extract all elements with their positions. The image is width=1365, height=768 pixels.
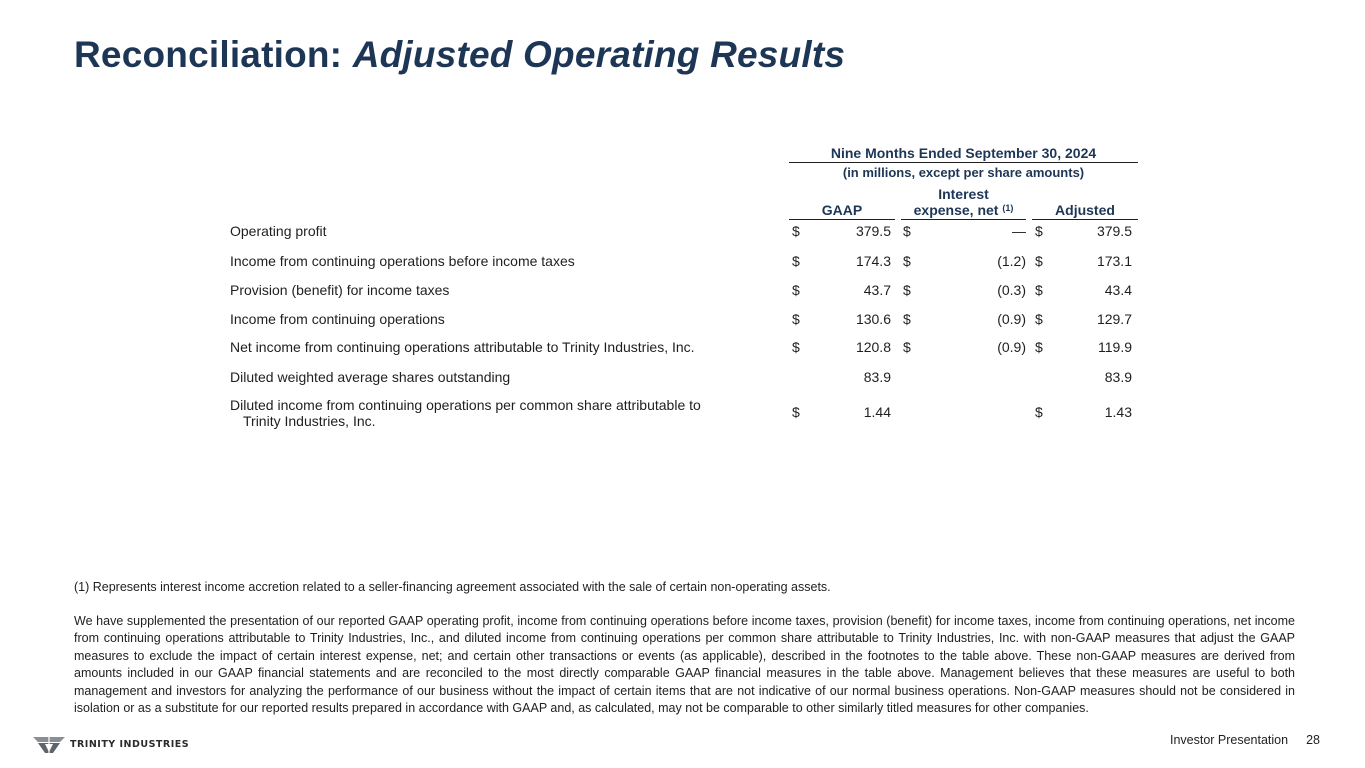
footnote: (1) Represents interest income accretion related to a seller-financing agreement associated with the sale of certain non-operating assets. xyxy=(74,580,831,594)
currency-symbol: $ xyxy=(792,253,800,269)
units-header: (in millions, except per share amounts) xyxy=(842,165,1085,180)
interest-footnote-ref: (1) xyxy=(1002,203,1014,213)
adjusted-value: 1.43 xyxy=(1104,404,1132,420)
row-label: Provision (benefit) for income taxes xyxy=(230,282,450,298)
brand-name: TRINITY INDUSTRIES xyxy=(70,738,190,750)
table-row xyxy=(0,397,1365,429)
company-logo xyxy=(32,732,189,756)
gaap-value: 83.9 xyxy=(863,369,891,385)
page-title xyxy=(74,34,845,76)
gaap-value: 43.7 xyxy=(863,282,891,298)
currency-symbol: $ xyxy=(1035,223,1043,239)
currency-symbol: $ xyxy=(792,404,800,420)
adjusted-value: 119.9 xyxy=(1098,339,1132,355)
row-label: Diluted weighted average shares outstanding xyxy=(230,369,511,385)
period-header: Nine Months Ended September 30, 2024 xyxy=(789,144,1138,163)
currency-symbol: $ xyxy=(903,282,911,298)
adjusted-value: 379.5 xyxy=(1096,223,1132,239)
currency-symbol: $ xyxy=(903,339,911,355)
row-label-line1: Diluted income from continuing operations per common share attributable to xyxy=(230,397,701,413)
currency-symbol: $ xyxy=(1035,339,1043,355)
currency-symbol: $ xyxy=(792,311,800,327)
currency-symbol: $ xyxy=(903,253,911,269)
column-header-interest xyxy=(901,186,1026,220)
gaap-value: 120.8 xyxy=(855,339,891,355)
row-label-line2: Trinity Industries, Inc. xyxy=(243,413,376,429)
currency-symbol: $ xyxy=(1035,311,1043,327)
interest-line2: expense, net xyxy=(913,202,999,218)
adjusted-value: 43.4 xyxy=(1104,282,1132,298)
gaap-value: 1.44 xyxy=(863,404,891,420)
row-label: Income from continuing operations xyxy=(230,311,445,327)
page-number: 28 xyxy=(1306,733,1320,747)
gaap-value: 130.6 xyxy=(855,311,891,327)
row-label: Operating profit xyxy=(230,223,327,239)
currency-symbol: $ xyxy=(903,311,911,327)
interest-value: (0.9) xyxy=(997,339,1026,355)
table-row xyxy=(0,369,1365,389)
table-row xyxy=(0,339,1365,359)
trinity-logo-icon xyxy=(32,733,66,755)
row-label: Income from continuing operations before income taxes xyxy=(230,253,575,269)
currency-symbol: $ xyxy=(792,339,800,355)
table-row xyxy=(0,223,1365,243)
adjusted-value: 173.1 xyxy=(1096,253,1132,269)
interest-value: (1.2) xyxy=(997,253,1026,269)
non-gaap-disclosure: We have supplemented the presentation of our reported GAAP operating profit, income from continuing operations before income taxes, provision (benefit) for income taxes, income from continuing operations, net income from continuing operations attributable to Trinity Industries, Inc., and diluted income from continuing operations per common share attributable to Trinity Industries, Inc. with non-GAAP measures that adjust the GAAP measures to exclude the impact of certain interest expense, net; and certain other transactions or events (as applicable), described in the footnotes to the table above. These non-GAAP measures are derived from amounts included in our GAAP financial statements and are reconciled to the most directly comparable GAAP financial measures in the table above. Management believes that these measures are useful to both management and investors for analyzing the performance of our business without the impact of certain items that are not indicative of our normal business operations. Non-GAAP measures should not be considered in isolation or as a substitute for our reported results prepared in accordance with GAAP and, as calculated, may not be comparable to other similarly titled measures for other companies. xyxy=(74,614,1295,716)
interest-value: (0.9) xyxy=(997,311,1026,327)
column-header-gaap: GAAP xyxy=(789,202,895,220)
title-italic: Adjusted Operating Results xyxy=(352,34,846,75)
table-row xyxy=(0,311,1365,331)
currency-symbol: $ xyxy=(1035,282,1043,298)
gaap-value: 379.5 xyxy=(855,223,891,239)
footer-info xyxy=(1170,733,1320,747)
currency-symbol: $ xyxy=(1035,253,1043,269)
gaap-value: 174.3 xyxy=(855,253,891,269)
adjusted-value: 83.9 xyxy=(1104,369,1132,385)
table-row xyxy=(0,282,1365,302)
currency-symbol: $ xyxy=(1035,404,1043,420)
table-row xyxy=(0,253,1365,273)
interest-value: — xyxy=(1012,223,1026,239)
currency-symbol: $ xyxy=(903,223,911,239)
currency-symbol: $ xyxy=(792,282,800,298)
column-header-adjusted: Adjusted xyxy=(1032,202,1138,220)
row-label xyxy=(230,397,701,429)
footer-section: Investor Presentation xyxy=(1169,733,1289,747)
currency-symbol: $ xyxy=(792,223,800,239)
interest-value: (0.3) xyxy=(997,282,1026,298)
interest-line1: Interest xyxy=(938,186,989,202)
row-label: Net income from continuing operations attributable to Trinity Industries, Inc. xyxy=(230,339,695,355)
title-main: Reconciliation: xyxy=(74,34,353,75)
adjusted-value: 129.7 xyxy=(1096,311,1132,327)
